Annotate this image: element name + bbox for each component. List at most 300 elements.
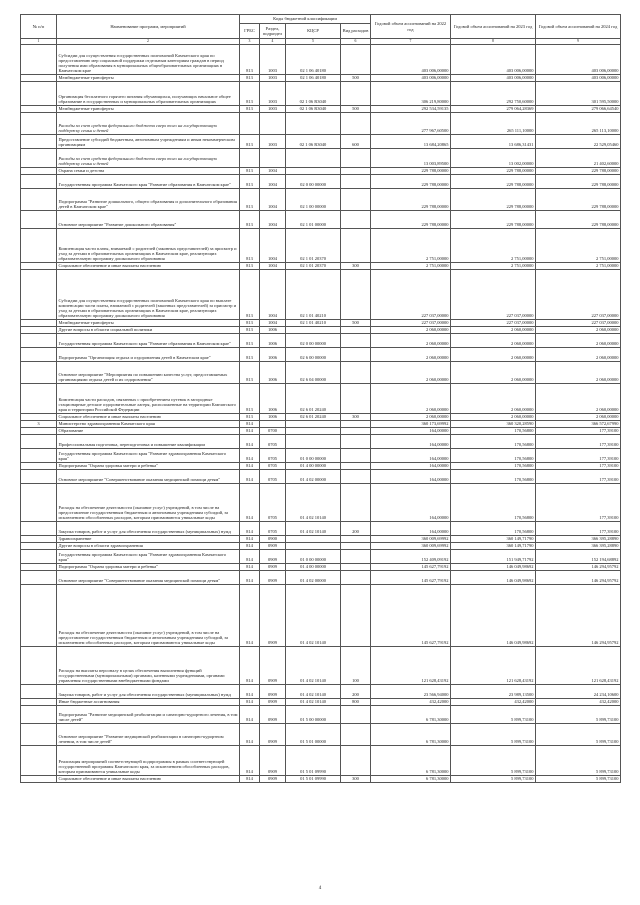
amount-2023-cell: 360 320,28590 [451, 420, 536, 427]
amount-2022-cell: 277 967,60500 [371, 112, 451, 134]
amount-2024-cell: 265 113,10000 [536, 112, 621, 134]
row-number-cell [21, 723, 57, 745]
kcsr-cell: 02 1 01 40210 [286, 269, 341, 319]
amount-2022-cell: 403 006,00000 [371, 74, 451, 81]
amount-2022-cell: 227 037,00000 [371, 269, 451, 319]
kcsr-cell: 02 6 01 20240 [286, 413, 341, 420]
amount-2023-cell: 170,56800 [451, 521, 536, 535]
amount-2022-cell: 13 684,20865 [371, 134, 451, 148]
amount-2023-cell: 13 686,31431 [451, 134, 536, 148]
amount-2023-cell: 292 750,60000 [451, 81, 536, 105]
vid-cell: 300 [341, 775, 371, 782]
razdel-cell: 0705 [260, 434, 286, 448]
razdel-cell: 1006 [260, 383, 286, 413]
col-index: 9 [536, 39, 621, 45]
amount-2022-cell: 2 060,00000 [371, 413, 451, 420]
vid-cell [341, 188, 371, 210]
row-number-cell [21, 188, 57, 210]
amount-2022-cell: 145 627,79192 [371, 584, 451, 646]
item-name-cell: Организация бесплатного горячего питания обучающихся, получающих начальное общее образование в государственных и муниципальных образовательных организациях [57, 81, 240, 105]
kcsr-cell: 01 4 02 00000 [286, 570, 341, 584]
amount-2022-cell: 145 627,79192 [371, 563, 451, 570]
item-name-cell: Межбюджетные трансферты [57, 319, 240, 326]
razdel-cell [260, 420, 286, 427]
amount-2024-cell: 2 751,00000 [536, 262, 621, 269]
row-number-cell [21, 361, 57, 383]
row-number-cell [21, 210, 57, 228]
vid-cell [341, 383, 371, 413]
row-number-cell [21, 775, 57, 782]
table-row [21, 167, 621, 174]
grbs-cell: 813 [240, 269, 260, 319]
vid-cell: 200 [341, 521, 371, 535]
row-number-cell [21, 174, 57, 188]
amount-2022-cell: 229 788,00000 [371, 174, 451, 188]
amount-2023-cell: 403 006,00000 [451, 44, 536, 74]
amount-2022-cell: 13 003,89500 [371, 148, 451, 167]
amount-2024-cell: 403 006,00000 [536, 74, 621, 81]
kcsr-cell: 02 1 06 40180 [286, 74, 341, 81]
amount-2022-cell: 121 628,43192 [371, 646, 451, 684]
kcsr-cell [286, 542, 341, 549]
amount-2024-cell: 21 402,60000 [536, 148, 621, 167]
razdel-cell: 0705 [260, 448, 286, 462]
vid-cell [341, 563, 371, 570]
grbs-cell: 813 [240, 262, 260, 269]
razdel-cell: 0909 [260, 705, 286, 723]
kcsr-cell: 01 4 02 10140 [286, 646, 341, 684]
grbs-cell: 814 [240, 427, 260, 434]
amount-2022-cell: 229 788,00000 [371, 210, 451, 228]
grbs-cell: 813 [240, 413, 260, 420]
razdel-cell: 1003 [260, 74, 286, 81]
row-number-cell [21, 228, 57, 262]
amount-2024-cell: 22 529,05460 [536, 134, 621, 148]
razdel-cell: 0705 [260, 521, 286, 535]
row-number-cell [21, 698, 57, 705]
amount-2022-cell: 145 627,79192 [371, 570, 451, 584]
page-number: 4 [318, 886, 322, 891]
table-row [21, 427, 621, 434]
row-number-cell [21, 333, 57, 347]
kcsr-cell: 01 4 02 10140 [286, 521, 341, 535]
table-row [21, 228, 621, 262]
amount-2023-cell: 2 060,00000 [451, 383, 536, 413]
grbs-cell: 814 [240, 646, 260, 684]
col-index: 3 [240, 39, 260, 45]
amount-2023-cell: 2 060,00000 [451, 326, 536, 333]
amount-2022-cell: 229 788,00000 [371, 167, 451, 174]
grbs-cell: 814 [240, 563, 260, 570]
amount-2023-cell: 227 037,00000 [451, 319, 536, 326]
kcsr-cell: 02 1 06 R3040 [286, 134, 341, 148]
grbs-cell: 814 [240, 705, 260, 723]
amount-2023-cell: 2 751,00000 [451, 262, 536, 269]
amount-2023-cell: 360 149,71790 [451, 542, 536, 549]
amount-2023-cell: 5 899,73100 [451, 745, 536, 775]
grbs-cell: 814 [240, 684, 260, 698]
item-name-cell: Субсидии для осуществления государственных полномочий Камчатского края по предоставлению мер социальной поддержки отдельным категориям граждан в период получения ими образования в муниципальных общеобразовательных организациях в Камчатском крае [57, 44, 240, 74]
grbs-cell: 814 [240, 542, 260, 549]
amount-2023-cell: 13 002,00000 [451, 148, 536, 167]
table-row [21, 112, 621, 134]
item-name-cell: Основное мероприятие "Совершенствование оказания медицинской помощи детям" [57, 570, 240, 584]
amount-2022-cell: 2 060,00000 [371, 383, 451, 413]
kcsr-cell: 02 6 00 00000 [286, 347, 341, 361]
row-number-cell [21, 434, 57, 448]
amount-2024-cell: 5 899,73100 [536, 723, 621, 745]
razdel-cell: 0909 [260, 775, 286, 782]
razdel-cell: 0909 [260, 563, 286, 570]
razdel-cell: 1003 [260, 105, 286, 112]
amount-2022-cell: 164,00000 [371, 462, 451, 469]
kcsr-cell: 01 5 00 00000 [286, 705, 341, 723]
amount-2024-cell: 121 628,43192 [536, 646, 621, 684]
amount-2022-cell: 2 060,00000 [371, 333, 451, 347]
table-row [21, 705, 621, 723]
item-name-cell: Социальное обеспечение и иные выплаты населению [57, 262, 240, 269]
row-number-cell [21, 705, 57, 723]
vid-cell [341, 570, 371, 584]
item-name-cell: Предоставление субсидий бюджетным, автономным учреждениям и иным некоммерческим организациям [57, 134, 240, 148]
row-number-cell [21, 347, 57, 361]
grbs-cell: 814 [240, 521, 260, 535]
item-name-cell: Расходы на выплаты персоналу в целях обеспечения выполнения функций государственными (муниципальными) органами, казенными учреждениями, органами управления государственными внебюджетными фондами [57, 646, 240, 684]
vid-cell [341, 210, 371, 228]
amount-2024-cell: 227 037,00000 [536, 269, 621, 319]
amount-2022-cell: 164,00000 [371, 483, 451, 521]
vid-cell [341, 745, 371, 775]
row-number-cell [21, 427, 57, 434]
kcsr-cell: 01 4 02 00000 [286, 469, 341, 483]
amount-2023-cell: 2 751,00000 [451, 228, 536, 262]
amount-2024-cell: 146 294,95792 [536, 570, 621, 584]
kcsr-cell [286, 326, 341, 333]
grbs-cell: 813 [240, 134, 260, 148]
amount-2022-cell: 164,00000 [371, 521, 451, 535]
amount-2023-cell: 146 049,98692 [451, 570, 536, 584]
vid-cell [341, 112, 371, 134]
vid-cell [341, 723, 371, 745]
amount-2024-cell: 229 788,00000 [536, 210, 621, 228]
row-number-cell [21, 81, 57, 105]
amount-2023-cell: 229 788,00000 [451, 167, 536, 174]
item-name-cell: Закупка товаров, работ и услуг для обеспечения государственных (муниципальных) нужд [57, 684, 240, 698]
row-number-cell [21, 167, 57, 174]
item-name-cell: Министерство здравоохранения Камчатского края [57, 420, 240, 427]
table-row [21, 319, 621, 326]
amount-2024-cell: 177,39100 [536, 434, 621, 448]
vid-cell [341, 483, 371, 521]
table-row [21, 413, 621, 420]
vid-cell [341, 44, 371, 74]
row-number-cell [21, 74, 57, 81]
amount-2022-cell: 164,00000 [371, 448, 451, 462]
razdel-cell: 1004 [260, 269, 286, 319]
grbs-cell: 814 [240, 448, 260, 462]
amount-2022-cell: 152 409,09192 [371, 549, 451, 563]
row-number-cell [21, 584, 57, 646]
table-row [21, 383, 621, 413]
amount-2023-cell: 2 060,00000 [451, 347, 536, 361]
grbs-cell: 813 [240, 167, 260, 174]
vid-cell [341, 269, 371, 319]
row-number-cell [21, 148, 57, 167]
vid-cell: 300 [341, 413, 371, 420]
vid-cell [341, 174, 371, 188]
amount-2022-cell: 229 788,00000 [371, 188, 451, 210]
table-row [21, 483, 621, 521]
vid-cell [341, 361, 371, 383]
vid-cell [341, 333, 371, 347]
amount-2023-cell: 2 060,00000 [451, 361, 536, 383]
vid-cell: 800 [341, 698, 371, 705]
item-name-cell: Субсидии для осуществления государственных полномочий Камчатского края по выплате компенсации части платы, взимаемой с родителей (законных представителей) за присмотр и уход за детьми в образовательных организациях в Камчатском крае, реализующих образовательную программу дошкольного образования [57, 269, 240, 319]
table-row [21, 542, 621, 549]
row-number-cell [21, 319, 57, 326]
table-row [21, 521, 621, 535]
col-2023-header: Годовой объем ассигнований на 2023 год [451, 15, 536, 39]
razdel-cell [260, 148, 286, 167]
amount-2024-cell: 2 060,00000 [536, 383, 621, 413]
item-name-cell: Расходы на обеспечение деятельности (оказание услуг) учреждений, в том числе на предоставление государственным бюджетным и автономным учреждениям субсидий, за исключением обособленных расходов, которым присваиваются уникальные коды [57, 483, 240, 521]
grbs-cell: 814 [240, 535, 260, 542]
vid-cell: 500 [341, 105, 371, 112]
kcsr-cell: 02 1 01 20370 [286, 262, 341, 269]
table-row [21, 723, 621, 745]
row-number-cell [21, 269, 57, 319]
col-index: 1 [21, 39, 57, 45]
item-name-cell: Подпрограмма "Развитие дошкольного, общего образования и дополнительного образования детей в Камчатском крае" [57, 188, 240, 210]
amount-2024-cell: 2 060,00000 [536, 326, 621, 333]
amount-2022-cell: 6 781,30000 [371, 723, 451, 745]
amount-2023-cell: 229 788,00000 [451, 210, 536, 228]
row-number-cell [21, 535, 57, 542]
item-name-cell: Подпрограмма "Охрана здоровья матери и ребенка" [57, 563, 240, 570]
razdel-cell: 1003 [260, 81, 286, 105]
amount-2024-cell: 2 751,00000 [536, 228, 621, 262]
amount-2023-cell: 229 788,00000 [451, 188, 536, 210]
amount-2022-cell: 2 060,00000 [371, 361, 451, 383]
row-number-cell [21, 44, 57, 74]
item-name-cell: Реализация мероприятий соответствующей подпрограммы в рамках соответствующей государственной программы Камчатского края, за исключением обособленных расходов, которым присваиваются уникальные коды [57, 745, 240, 775]
amount-2024-cell: 2 060,00000 [536, 347, 621, 361]
grbs-cell: 813 [240, 361, 260, 383]
kcsr-cell: 01 4 02 10140 [286, 483, 341, 521]
kcsr-cell [286, 535, 341, 542]
col-vid-header: Вид расходов [341, 24, 371, 39]
table-row [21, 570, 621, 584]
table-row [21, 326, 621, 333]
kcsr-cell: 02 6 01 20240 [286, 383, 341, 413]
amount-2023-cell: 279 064,28369 [451, 105, 536, 112]
amount-2022-cell: 164,00000 [371, 427, 451, 434]
table-row [21, 134, 621, 148]
razdel-cell: 1004 [260, 319, 286, 326]
grbs-cell: 813 [240, 383, 260, 413]
amount-2023-cell: 170,56800 [451, 427, 536, 434]
amount-2024-cell: 177,39100 [536, 427, 621, 434]
item-name-cell: Компенсация части платы, взимаемой с родителей (законных представителей) за присмотр и уход за детьми в образовательных организациях в Камчатском крае, реализующих образовательную программу дошкольного образования [57, 228, 240, 262]
amount-2024-cell: 2 060,00000 [536, 361, 621, 383]
row-number-cell [21, 684, 57, 698]
kcsr-cell: 01 5 01 00000 [286, 723, 341, 745]
vid-cell [341, 549, 371, 563]
vid-cell: 500 [341, 319, 371, 326]
razdel-cell: 0909 [260, 646, 286, 684]
table-row [21, 174, 621, 188]
kcsr-cell: 01 4 02 10140 [286, 698, 341, 705]
kcsr-cell: 02 0 00 00000 [286, 333, 341, 347]
amount-2022-cell: 292 534,59135 [371, 105, 451, 112]
table-row [21, 469, 621, 483]
item-name-cell: Социальное обеспечение и иные выплаты населению [57, 775, 240, 782]
grbs-cell: 814 [240, 723, 260, 745]
razdel-cell: 0909 [260, 570, 286, 584]
item-name-cell: Другие вопросы в области социальной политики [57, 326, 240, 333]
amount-2024-cell: 366 572,67990 [536, 420, 621, 427]
amount-2022-cell: 403 006,00000 [371, 44, 451, 74]
item-name-cell: Расходы за счет средств федерального бюджета сверх того на государственную поддержку семьи и детей [57, 148, 240, 167]
razdel-cell: 0909 [260, 684, 286, 698]
item-name-cell: Образование [57, 427, 240, 434]
kcsr-cell [286, 420, 341, 427]
grbs-cell: 813 [240, 74, 260, 81]
amount-2022-cell: 306 219,80000 [371, 81, 451, 105]
item-name-cell: Государственная программа Камчатского края "Развитие образования в Камчатском крае" [57, 333, 240, 347]
razdel-cell: 1003 [260, 44, 286, 74]
amount-2023-cell: 2 060,00000 [451, 413, 536, 420]
razdel-cell: 1004 [260, 228, 286, 262]
amount-2023-cell: 121 628,43192 [451, 646, 536, 684]
grbs-cell: 814 [240, 420, 260, 427]
table-row [21, 81, 621, 105]
row-number-cell [21, 646, 57, 684]
amount-2022-cell: 2 751,00000 [371, 228, 451, 262]
table-row [21, 745, 621, 775]
row-number-cell [21, 134, 57, 148]
table-row [21, 549, 621, 563]
col-index: 4 [260, 39, 286, 45]
razdel-cell: 0705 [260, 469, 286, 483]
table-header [21, 15, 621, 45]
amount-2023-cell: 151 949,71792 [451, 549, 536, 563]
vid-cell [341, 81, 371, 105]
amount-2022-cell: 360 009,69992 [371, 535, 451, 542]
vid-cell: 200 [341, 684, 371, 698]
table-row [21, 420, 621, 427]
amount-2023-cell: 5 899,73100 [451, 775, 536, 782]
table-row [21, 347, 621, 361]
amount-2023-cell: 146 049,98692 [451, 563, 536, 570]
amount-2024-cell: 5 899,73100 [536, 775, 621, 782]
grbs-cell: 814 [240, 483, 260, 521]
row-number-cell: 3 [21, 420, 57, 427]
row-number-cell [21, 563, 57, 570]
amount-2023-cell: 360 149,71790 [451, 535, 536, 542]
razdel-cell: 1004 [260, 174, 286, 188]
amount-2024-cell: 279 066,64540 [536, 105, 621, 112]
table-row [21, 584, 621, 646]
table-row [21, 698, 621, 705]
amount-2024-cell: 403 006,00000 [536, 44, 621, 74]
vid-cell: 100 [341, 646, 371, 684]
grbs-cell: 813 [240, 44, 260, 74]
razdel-cell: 1003 [260, 134, 286, 148]
vid-cell [341, 535, 371, 542]
col-name-header: Наименование программ, мероприятий [57, 15, 240, 39]
grbs-cell: 814 [240, 745, 260, 775]
table-row [21, 44, 621, 74]
razdel-cell: 1006 [260, 326, 286, 333]
vid-cell [341, 448, 371, 462]
amount-2023-cell: 403 006,00000 [451, 74, 536, 81]
item-name-cell: Профессиональная подготовка, переподготовка и повышение квалификации [57, 434, 240, 448]
grbs-cell: 813 [240, 228, 260, 262]
row-number-cell [21, 570, 57, 584]
kcsr-cell: 02 1 00 00000 [286, 188, 341, 210]
vid-cell [341, 148, 371, 167]
grbs-cell: 814 [240, 570, 260, 584]
row-number-cell [21, 383, 57, 413]
amount-2022-cell: 2 060,00000 [371, 326, 451, 333]
amount-2024-cell: 177,39100 [536, 483, 621, 521]
item-name-cell: Здравоохранение [57, 535, 240, 542]
item-name-cell: Основное мероприятие "Совершенствование оказания медицинской помощи детям" [57, 469, 240, 483]
item-name-cell: Подпрограмма "Развитие медицинской реабилитации и санаторно-курортного лечения, в том числе детей" [57, 705, 240, 723]
razdel-cell: 0700 [260, 427, 286, 434]
amount-2024-cell: 229 788,00000 [536, 167, 621, 174]
table-row [21, 684, 621, 698]
amount-2024-cell: 146 294,95792 [536, 584, 621, 646]
grbs-cell: 814 [240, 469, 260, 483]
col-num-header: № п/п [21, 15, 57, 39]
amount-2022-cell: 6 781,30000 [371, 745, 451, 775]
table-row [21, 462, 621, 469]
amount-2024-cell: 2 060,00000 [536, 333, 621, 347]
table-body [21, 44, 621, 782]
table-row [21, 188, 621, 210]
item-name-cell: Межбюджетные трансферты [57, 74, 240, 81]
amount-2024-cell: 5 899,73100 [536, 745, 621, 775]
item-name-cell: Охрана семьи и детства [57, 167, 240, 174]
grbs-cell: 814 [240, 434, 260, 448]
vid-cell [341, 705, 371, 723]
row-number-cell [21, 326, 57, 333]
table-row [21, 333, 621, 347]
kcsr-cell: 01 0 00 00000 [286, 448, 341, 462]
amount-2022-cell: 164,00000 [371, 434, 451, 448]
razdel-cell: 0909 [260, 745, 286, 775]
table-row [21, 775, 621, 782]
kcsr-cell [286, 427, 341, 434]
razdel-cell: 0900 [260, 535, 286, 542]
amount-2024-cell: 24 234,10600 [536, 684, 621, 698]
kcsr-cell: 02 1 01 00000 [286, 210, 341, 228]
item-name-cell: Государственная программа Камчатского края "Развитие здравоохранения Камчатского края" [57, 448, 240, 462]
row-number-cell [21, 448, 57, 462]
item-name-cell: Межбюджетные трансферты [57, 105, 240, 112]
row-number-cell [21, 413, 57, 420]
vid-cell: 600 [341, 134, 371, 148]
razdel-cell: 1004 [260, 188, 286, 210]
row-number-cell [21, 469, 57, 483]
vid-cell [341, 469, 371, 483]
kcsr-cell [286, 434, 341, 448]
vid-cell [341, 542, 371, 549]
grbs-cell: 814 [240, 698, 260, 705]
amount-2022-cell: 6 781,30000 [371, 775, 451, 782]
